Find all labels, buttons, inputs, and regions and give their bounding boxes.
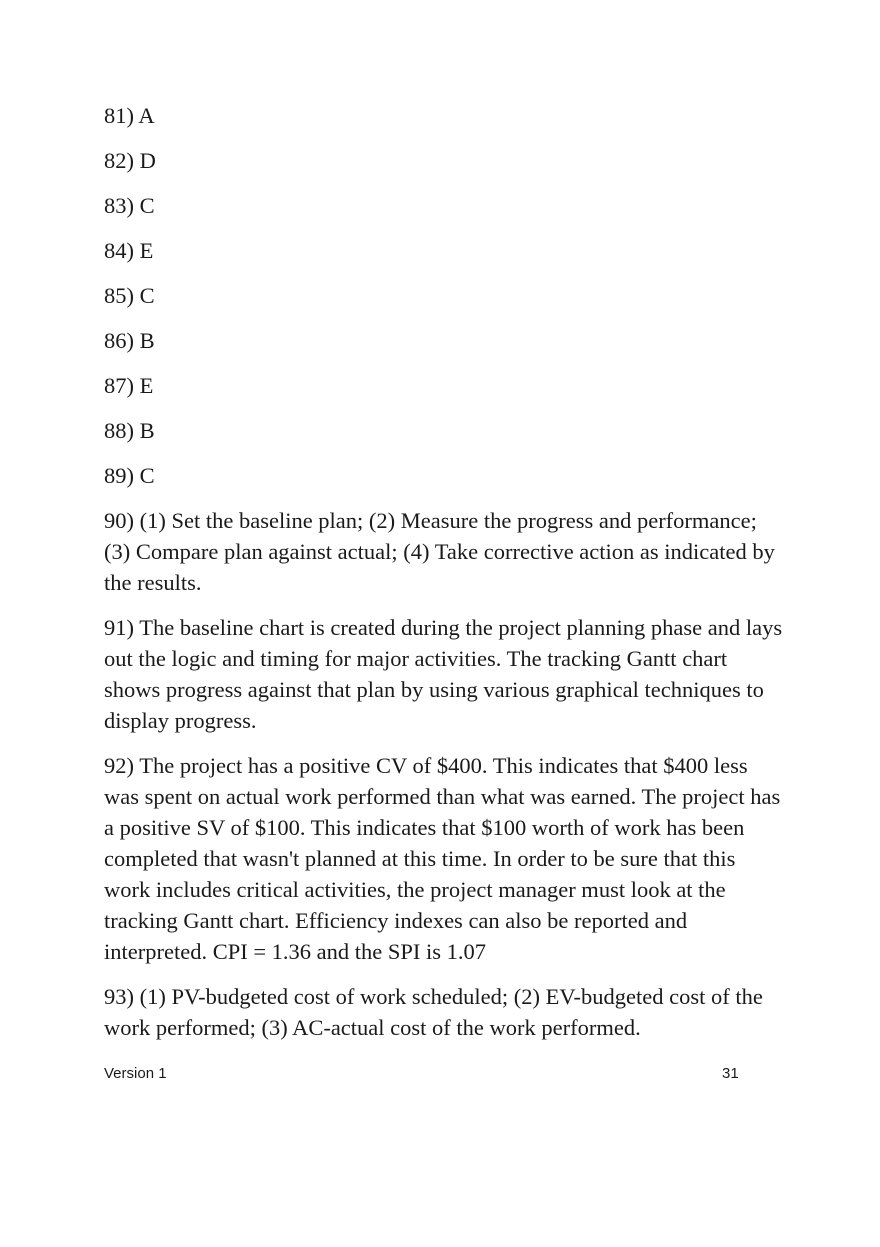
answer-83: 83) C	[104, 193, 155, 218]
answer-90: 90) (1) Set the baseline plan; (2) Measure the progress and performance; (3) Compare plan against actual; (4) Take corrective action as indicated by the results.	[104, 508, 775, 595]
answer-86: 86) B	[104, 328, 155, 353]
footer-version: Version 1	[104, 1065, 167, 1082]
footer-page-number: 31	[722, 1065, 739, 1082]
answer-84: 84) E	[104, 238, 154, 263]
answer-93: 93) (1) PV-budgeted cost of work scheduled; (2) EV-budgeted cost of the work performed; (3) AC-actual cost of the work performed.	[104, 984, 763, 1040]
answer-91: 91) The baseline chart is created during the project planning phase and lays out the logic and timing for major activities. The tracking Gantt chart shows progress against that plan by using various graphical techniques to display progress.	[104, 615, 783, 733]
answer-85: 85) C	[104, 283, 155, 308]
answer-82: 82) D	[104, 148, 156, 173]
answer-key	[104, 100, 784, 1057]
answer-87: 87) E	[104, 373, 154, 398]
answer-88: 88) B	[104, 418, 155, 443]
answer-92: 92) The project has a positive CV of $400. This indicates that $400 less was spent on actual work performed than what was earned. The project has a positive SV of $100. This indicates that $100 worth of work has been completed that wasn't planned at this time. In order to be sure that this work includes critical activities, the project manager must look at the tracking Gantt chart. Efficiency indexes can also be reported and interpreted. CPI = 1.36 and the SPI is 1.07	[104, 753, 781, 964]
answer-81: 81) A	[104, 103, 155, 128]
answer-89: 89) C	[104, 463, 155, 488]
